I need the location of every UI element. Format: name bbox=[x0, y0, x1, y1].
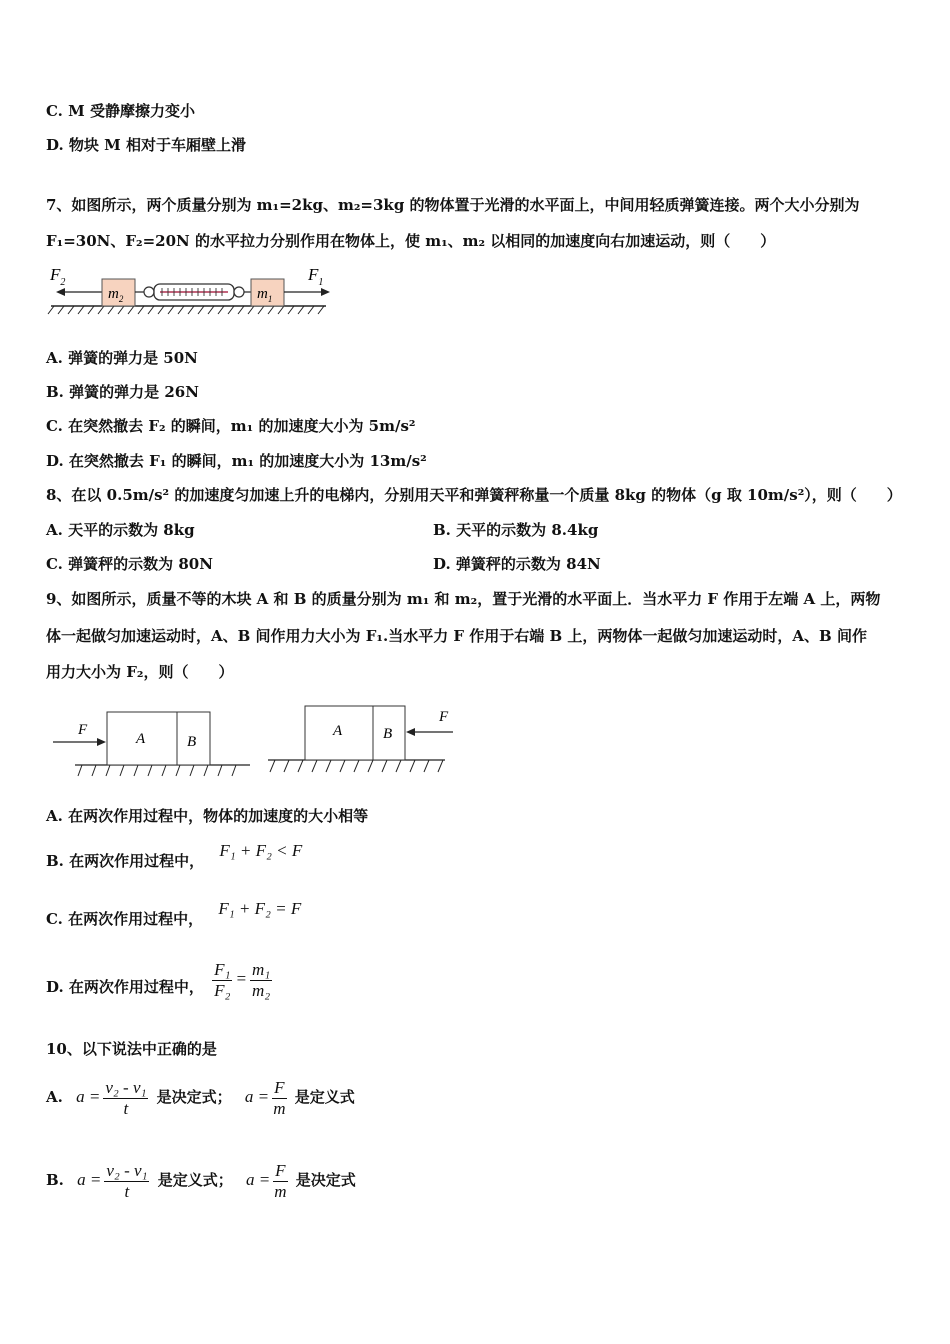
q9-d-rhs-numerator: m₁ bbox=[251, 959, 271, 979]
q7-option-c: C. 在突然撤去 F₂ 的瞬间，m₁ 的加速度大小为 5m/s² bbox=[46, 417, 416, 435]
q10-option-b bbox=[46, 1155, 356, 1205]
q9-option-b-math: F₁ + F₂ < F bbox=[219, 841, 303, 860]
q8-option-c: C. 弹簧秤的示数为 80N bbox=[46, 555, 213, 573]
q7-option-a: A. 弹簧的弹力是 50N bbox=[46, 349, 198, 367]
q7-figure-spring-blocks bbox=[46, 262, 331, 322]
q10-option-a-text1: 是决定式； bbox=[156, 1088, 232, 1106]
q8-option-a: A. 天平的示数为 8kg bbox=[46, 521, 195, 539]
q10-a-frac1: $\frac{\text{v₂ - v₁}}{t}$ bbox=[105, 1077, 147, 1118]
q10-b-frac2: $\frac{F}{m}$ bbox=[274, 1160, 287, 1201]
q10-a-frac2: $\frac{F}{m}$ bbox=[273, 1077, 286, 1118]
q7-f1-label: F bbox=[308, 265, 319, 284]
q10-b-lhs-2: a = bbox=[245, 1170, 271, 1189]
q7-option-d: D. 在突然撤去 F₁ 的瞬间，m₁ 的加速度大小为 13m/s² bbox=[46, 452, 427, 470]
q9-figure-right-push bbox=[265, 700, 465, 782]
q9-block-a-label-right: A bbox=[333, 723, 343, 739]
q9-option-c-math: F₁ + F₂ = F bbox=[218, 899, 302, 918]
q10-b-lhs-1: a = bbox=[77, 1170, 102, 1189]
q9-d-lhs-numerator: F₁ bbox=[214, 959, 231, 979]
q9-figure-left-push bbox=[50, 700, 255, 782]
q7-m1-label: m bbox=[257, 286, 268, 302]
q6-option-d: D. 物块 M 相对于车厢壁上滑 bbox=[46, 136, 246, 154]
q10-b-frac1: $\frac{\text{v₂ - v₁}}{t}$ bbox=[106, 1160, 148, 1201]
q9-option-a: A. 在两次作用过程中，物体的加速度的大小相等 bbox=[46, 807, 369, 825]
q7-f2-label: F bbox=[50, 265, 61, 284]
svg-text:m2: $m_2$ bbox=[108, 286, 124, 304]
q7-option-b: B. 弹簧的弹力是 26N bbox=[46, 383, 199, 401]
q9-stem-line3: 用力大小为 F₂，则（ ） bbox=[46, 663, 234, 681]
q9-block-a-label-left: A bbox=[136, 731, 146, 747]
q10-stem: 10、以下说法中正确的是 bbox=[46, 1040, 217, 1058]
q6-option-c: C. M 受静摩擦力变小 bbox=[46, 102, 195, 120]
q9-block-b-label-right: B bbox=[383, 726, 393, 742]
q10-a-lhs-2: a = bbox=[244, 1087, 270, 1106]
q9-option-d-text: D. 在两次作用过程中， bbox=[46, 978, 204, 996]
q8-stem: 8、在以 0.5m/s² 的加速度匀加速上升的电梯内，分别用天平和弹簧秤称量一个质量 8kg 的物体（g 取 10m/s²），则（ ） bbox=[46, 486, 902, 504]
q9-option-c bbox=[46, 899, 302, 930]
q9-force-label-left: F bbox=[78, 722, 88, 738]
q10-option-b-label: B. bbox=[46, 1171, 64, 1189]
svg-text:F2: $F_2$ bbox=[50, 265, 66, 288]
q10-a-lhs-1: a = bbox=[76, 1087, 101, 1106]
q9-d-lhs-denominator: F₂ bbox=[214, 980, 231, 1000]
q10-option-a-text2: 是定义式 bbox=[294, 1088, 355, 1106]
q9-option-d-math bbox=[209, 959, 275, 1000]
svg-text:m1: $m_1$ bbox=[257, 286, 273, 304]
q8-option-b: B. 天平的示数为 8.4kg bbox=[433, 521, 599, 539]
q9-d-rhs-denominator: m₂ bbox=[251, 980, 271, 1000]
q9-block-b-label-left: B bbox=[187, 734, 197, 750]
q9-stem-line1: 9、如图所示，质量不等的木块 A 和 B 的质量分别为 m₁ 和 m₂，置于光滑的水平面上．当水平力 F 作用于左端 A 上，两物 bbox=[46, 590, 881, 608]
q9-option-b bbox=[46, 841, 303, 872]
q7-stem-line2: F₁=30N、F₂=20N 的水平拉力分别作用在物体上，使 m₁、m₂ 以相同的加速度向右加速运动，则（ ） bbox=[46, 232, 776, 250]
q9-force-label-right: F bbox=[439, 709, 449, 725]
q8-option-d: D. 弹簧秤的示数为 84N bbox=[433, 555, 601, 573]
q10-option-b-text2: 是决定式 bbox=[295, 1171, 356, 1189]
q9-option-c-text: C. 在两次作用过程中， bbox=[46, 910, 204, 928]
q9-option-d bbox=[46, 959, 275, 1012]
q10-option-a bbox=[46, 1072, 355, 1122]
q7-stem-line1: 7、如图所示，两个质量分别为 m₁=2kg、m₂=3kg 的物体置于光滑的水平面上，中间用轻质弹簧连接。两个大小分别为 bbox=[46, 196, 860, 214]
q9-option-b-text: B. 在两次作用过程中， bbox=[46, 852, 205, 870]
q10-option-b-text1: 是定义式； bbox=[157, 1171, 233, 1189]
svg-text:F1: $F_1$ bbox=[308, 265, 324, 288]
q10-option-a-label: A. bbox=[46, 1088, 63, 1106]
q7-m2-label: m bbox=[108, 286, 119, 302]
q9-d-equals: = bbox=[235, 969, 247, 988]
q9-stem-line2: 体一起做匀加速运动时，A、B 间作用力大小为 F₁.当水平力 F 作用于右端 B 上，两物体一起做匀加速运动时，A、B 间作 bbox=[46, 627, 867, 645]
